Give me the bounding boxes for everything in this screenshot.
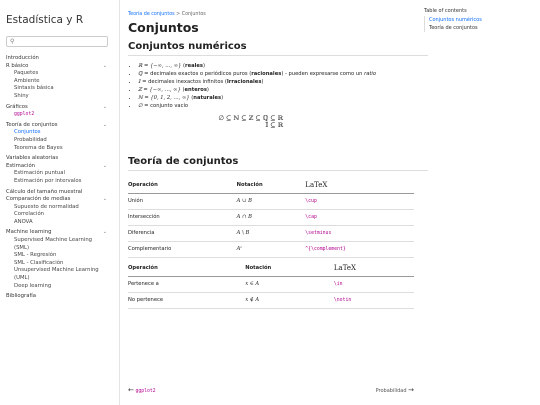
sidebar-item-paquetes[interactable]: Paquetes — [14, 70, 39, 77]
column-header: LaTeX — [305, 177, 414, 194]
sidebar-nav — [6, 55, 119, 301]
page-title: Conjuntos — [128, 20, 199, 35]
sidebar-item-anova[interactable]: ANOVA — [14, 218, 33, 225]
toc-item-teoria-conjuntos[interactable]: Teoría de conjuntos — [429, 25, 478, 31]
sidebar-item-sml-regresion[interactable]: SML - Regresión — [14, 252, 57, 259]
site-title[interactable]: Estadística y R — [6, 14, 84, 26]
sidebar-item-label: Gráficos — [6, 103, 28, 110]
sidebar-item-teoria-conjuntos[interactable] — [6, 122, 119, 130]
list-item: • ∅ = conjunto vacío — [138, 102, 428, 110]
sidebar-item-bayes[interactable]: Teorema de Bayes — [14, 144, 63, 151]
table-row: Complementario Aᶜ ^{\complement} — [128, 241, 414, 257]
sidebar-item-comparacion-medias[interactable] — [6, 196, 119, 204]
column-header: Notación — [237, 177, 306, 194]
table-header-row — [128, 177, 414, 194]
breadcrumb-parent-link[interactable]: Teoría de conjuntos — [128, 12, 175, 17]
arrow-right-icon: → — [408, 386, 414, 394]
table-row: Intersección A ∩ B \cap — [128, 209, 414, 225]
sidebar-item-deep-learning[interactable]: Deep learning — [14, 282, 52, 289]
sidebar-item-shiny[interactable]: Shiny — [14, 92, 29, 99]
section-title-teoria-conjuntos: Teoría de conjuntos — [128, 156, 428, 171]
table-row: No pertenece x ∉ A \notin — [128, 292, 414, 308]
subset-equation — [128, 115, 283, 130]
next-page-link[interactable] — [376, 386, 414, 394]
sidebar-item-estimacion-intervalos[interactable]: Estimación por intervalos — [14, 177, 82, 184]
toc-title: Table of contents — [424, 8, 467, 14]
list-item: • 𝕀 = decimales inexactos infinitos (Irracionales) — [138, 78, 428, 86]
sidebar-item-graficos[interactable] — [6, 104, 119, 112]
sidebar-item-label: ggplot2 — [14, 112, 35, 118]
sidebar-item-bibliografia[interactable]: Bibliografía — [6, 293, 37, 300]
next-page-label: Probabilidad — [375, 388, 407, 394]
arrow-left-icon: ← — [128, 386, 134, 394]
sidebar-item-ambiente[interactable]: Ambiente — [14, 77, 40, 84]
equation-line: 𝕀 ⊆ ℝ — [265, 121, 283, 130]
chevron-down-icon[interactable]: ⌄ — [102, 229, 107, 236]
chevron-down-icon[interactable]: ⌄ — [102, 121, 107, 128]
sidebar-item-correlacion[interactable]: Correlación — [14, 211, 45, 218]
breadcrumb-separator: > — [176, 12, 181, 17]
breadcrumb — [128, 12, 428, 17]
toc-list — [424, 16, 482, 32]
chevron-down-icon[interactable]: ⌄ — [102, 103, 107, 110]
toc-item-conjuntos-numericos[interactable]: Conjuntos numéricos — [429, 17, 482, 23]
list-item: • ℚ = decimales exactos o periódicos puros (racionales) - pueden expresarse como un ratio — [138, 70, 428, 78]
table-of-contents — [424, 8, 482, 32]
equation-line: ∅ ⊆ ℕ ⊆ ℤ ⊆ ℚ ⊆ ℝ — [218, 113, 283, 122]
sidebar-item-label: Teoría de conjuntos — [6, 121, 58, 128]
membership-table — [128, 260, 414, 309]
list-item: • ℝ = {−∞, …, ∞} (reales) — [138, 62, 428, 70]
operations-table — [128, 177, 414, 258]
chevron-down-icon[interactable]: ⌄ — [102, 196, 107, 203]
breadcrumb-current: Conjuntos — [181, 12, 206, 17]
sidebar-item-tamano-muestral[interactable]: Cálculo del tamaño muestral — [6, 188, 83, 195]
column-header: Operación — [128, 260, 245, 277]
definitions-list — [128, 62, 428, 111]
section-title-conjuntos-numericos: Conjuntos numéricos — [128, 41, 428, 56]
sidebar-item-label: Machine learning — [6, 229, 52, 236]
sidebar-item-sml-clasificacion[interactable]: SML - Clasificación — [14, 259, 64, 266]
search-input[interactable] — [17, 47, 97, 55]
sidebar-item-label: Estimación — [6, 162, 36, 169]
column-header: Notación — [245, 260, 334, 277]
sidebar-item-estimacion-puntual[interactable]: Estimación puntual — [14, 170, 65, 177]
sidebar-item-sml[interactable]: Supervised Machine Learning (SML) — [14, 237, 93, 251]
search-icon: ⚲ — [10, 38, 15, 45]
table-row: Unión A ∪ B \cup — [128, 193, 414, 209]
table-row: Diferencia A \ B \setminus — [128, 225, 414, 241]
sidebar — [0, 0, 120, 405]
column-header: Operación — [128, 177, 237, 194]
sidebar-item-probabilidad[interactable]: Probabilidad — [14, 136, 47, 143]
column-header: LaTeX — [334, 260, 414, 277]
sidebar-item-label: R básico — [6, 62, 29, 69]
prev-page-label: ggplot2 — [135, 389, 156, 394]
sidebar-item-sintaxis[interactable]: Sintaxis básica — [14, 85, 54, 92]
sidebar-item-ggplot2[interactable] — [6, 111, 119, 119]
prev-page-link[interactable] — [128, 386, 156, 394]
table-header-row — [128, 260, 414, 277]
sidebar-item-uml[interactable]: Unsupervised Machine Learning (UML) — [14, 267, 99, 282]
search-box[interactable] — [6, 36, 108, 47]
sidebar-item-normalidad[interactable]: Supuesto de normalidad — [14, 203, 79, 210]
sidebar-item-machine-learning[interactable] — [6, 229, 119, 237]
list-item: • ℤ = {−∞, …, ∞} (enteros) — [138, 86, 428, 94]
sidebar-item-label: Comparación de medias — [6, 196, 71, 203]
list-item: • ℕ = {0, 1, 2, …, ∞} (naturales) — [138, 94, 428, 102]
chevron-down-icon[interactable]: ⌄ — [102, 162, 107, 169]
table-row: Pertenece a x ∈ A \in — [128, 276, 414, 292]
sidebar-item-r-basico[interactable] — [6, 63, 119, 71]
sidebar-item-conjuntos[interactable]: Conjuntos — [14, 129, 41, 136]
chevron-down-icon[interactable]: ⌄ — [102, 62, 107, 69]
sidebar-item-variables[interactable]: Variables aleatorias — [6, 155, 59, 162]
sidebar-item-introduccion[interactable]: Introducción — [6, 55, 39, 61]
main-content — [128, 0, 428, 309]
